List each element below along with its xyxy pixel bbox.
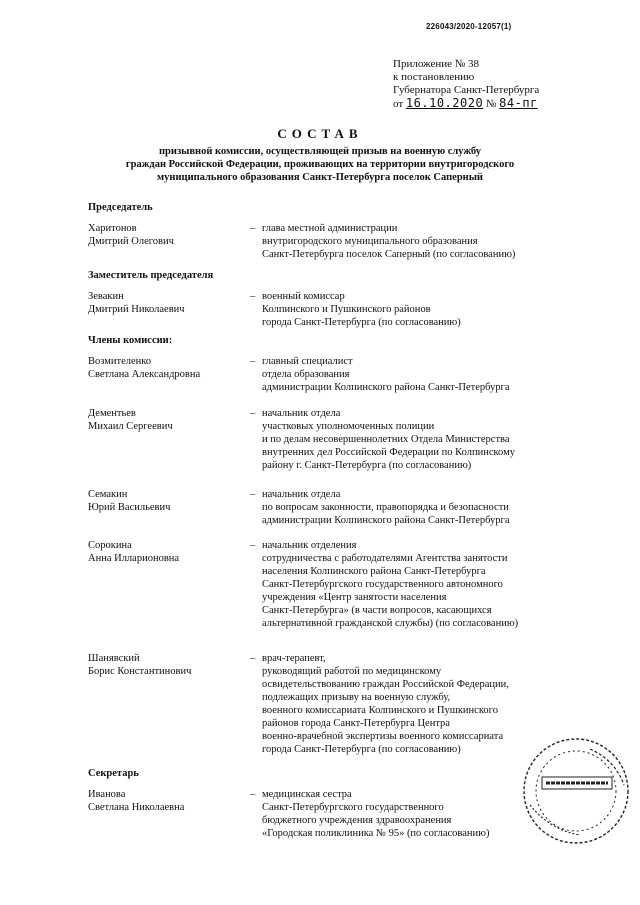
role-line: администрации Колпинского района Санкт-Петербурга: [262, 515, 510, 526]
handwritten-number: 84-пг: [499, 96, 538, 110]
role-line: Санкт-Петербургского государственного: [262, 802, 444, 813]
section-members: Члены комиссии:: [88, 335, 173, 346]
member-role: [262, 290, 461, 329]
dash: –: [250, 653, 256, 664]
role-line: альтернативной гражданской службы) (по согласованию): [262, 618, 519, 629]
given-names: Борис Константинович: [88, 666, 192, 677]
appendix-governor: Губернатора Санкт-Петербурга: [393, 84, 540, 96]
role-line: начальник отдела: [262, 408, 341, 419]
role-line: «Городская поликлиника № 95» (по согласованию): [262, 828, 490, 839]
role-line: города Санкт-Петербурга (по согласованию): [262, 317, 461, 328]
member-name: [88, 652, 191, 678]
role-line: главный специалист: [262, 356, 353, 367]
appendix-resolution: к постановлению: [393, 71, 475, 83]
role-line: врач-терапевт,: [262, 653, 326, 664]
role-line: освидетельствованию граждан Российской Федерации,: [262, 679, 509, 690]
section-secretary: Секретарь: [88, 768, 139, 779]
role-line: начальник отделения: [262, 540, 357, 551]
dash: –: [250, 356, 256, 367]
member-name: [88, 355, 200, 381]
member-role: [262, 222, 515, 261]
dash: –: [250, 789, 256, 800]
document-id: 226043/2020-12057(1): [426, 22, 512, 31]
member-name: [88, 222, 174, 248]
role-line: отдела образования: [262, 369, 350, 380]
surname: Иванова: [88, 789, 126, 800]
role-line: по вопросам законности, правопорядка и безопасности: [262, 502, 509, 513]
surname: Харитонов: [88, 223, 137, 234]
role-line: районов города Санкт-Петербурга Центра: [262, 718, 450, 729]
role-line: району г. Санкт-Петербурга (по согласованию): [262, 460, 472, 471]
date-prefix: от: [393, 98, 404, 110]
role-line: Санкт-Петербурга поселок Саперный (по согласованию): [262, 249, 516, 260]
role-line: участковых уполномоченных полиции: [262, 421, 435, 432]
role-line: медицинская сестра: [262, 789, 352, 800]
role-line: и по делам несовершеннолетних Отдела Министерства: [262, 434, 510, 445]
given-names: Михаил Сергеевич: [88, 421, 173, 432]
role-line: сотрудничества с работодателями Агентства занятости: [262, 553, 508, 564]
member-role: [262, 539, 518, 630]
appendix-block: [393, 58, 539, 111]
dash: –: [250, 408, 256, 419]
given-names: Юрий Васильевич: [88, 502, 171, 513]
surname: Дементьев: [88, 408, 136, 419]
member-name: [88, 788, 184, 814]
surname: Зевакин: [88, 291, 124, 302]
role-line: города Санкт-Петербурга (по согласованию): [262, 744, 461, 755]
member-role: [262, 788, 489, 840]
member-role: [262, 355, 510, 394]
surname: Возмителенко: [88, 356, 152, 367]
role-line: руководящий работой по медицинскому: [262, 666, 442, 677]
role-line: Санкт-Петербурга» (в части вопросов, касающихся: [262, 605, 492, 616]
given-names: Светлана Николаевна: [88, 802, 185, 813]
role-line: военно-врачебной экспертизы военного комиссариата: [262, 731, 504, 742]
member-role: [262, 488, 510, 527]
role-line: глава местной администрации: [262, 223, 398, 234]
surname: Сорокина: [88, 540, 132, 551]
surname: Семакин: [88, 489, 128, 500]
surname: Шанявский: [88, 653, 140, 664]
role-line: учреждения «Центр занятости населения: [262, 592, 447, 603]
document-subtitle: [0, 145, 640, 184]
subtitle-line: муниципального образования Санкт-Петербурга поселок Саперный: [157, 172, 483, 183]
member-name: [88, 488, 170, 514]
appendix-number: Приложение № 38: [393, 58, 480, 70]
role-line: Колпинского и Пушкинского районов: [262, 304, 431, 315]
role-line: внутренних дел Российской Федерации по Колпинскому: [262, 447, 515, 458]
role-line: бюджетного учреждения здравоохранения: [262, 815, 452, 826]
role-line: военный комиссар: [262, 291, 345, 302]
role-line: населения Колпинского района Санкт-Петербурга: [262, 566, 486, 577]
dash: –: [250, 489, 256, 500]
given-names: Анна Илларионовна: [88, 553, 180, 564]
given-names: Светлана Александровна: [88, 369, 201, 380]
role-line: военного комиссариата Колпинского и Пушкинского: [262, 705, 498, 716]
role-line: Санкт-Петербургского государственного автономного: [262, 579, 503, 590]
member-name: [88, 407, 173, 433]
role-line: подлежащих призыву на военную службу,: [262, 692, 451, 703]
document-title: СОСТАВ: [277, 126, 363, 141]
official-stamp-seal: [520, 735, 632, 847]
dash: –: [250, 291, 256, 302]
member-role: [262, 407, 515, 472]
appendix-date-line: [393, 97, 539, 111]
section-deputy: Заместитель председателя: [88, 270, 214, 281]
member-name: [88, 290, 185, 316]
member-role: [262, 652, 509, 756]
role-line: внутригородского муниципального образования: [262, 236, 478, 247]
member-name: [88, 539, 179, 565]
handwritten-date: 16.10.2020: [405, 96, 484, 110]
dash: –: [250, 223, 256, 234]
given-names: Дмитрий Олегович: [88, 236, 174, 247]
dash: –: [250, 540, 256, 551]
role-line: администрации Колпинского района Санкт-Петербурга: [262, 382, 510, 393]
subtitle-line: граждан Российской Федерации, проживающих на территории внутригородского: [125, 159, 515, 170]
role-line: начальник отдела: [262, 489, 341, 500]
given-names: Дмитрий Николаевич: [88, 304, 185, 315]
subtitle-line: призывной комиссии, осуществляющей призыв на военную службу: [159, 146, 481, 157]
section-chair: Председатель: [88, 202, 153, 213]
number-prefix: №: [485, 98, 497, 110]
